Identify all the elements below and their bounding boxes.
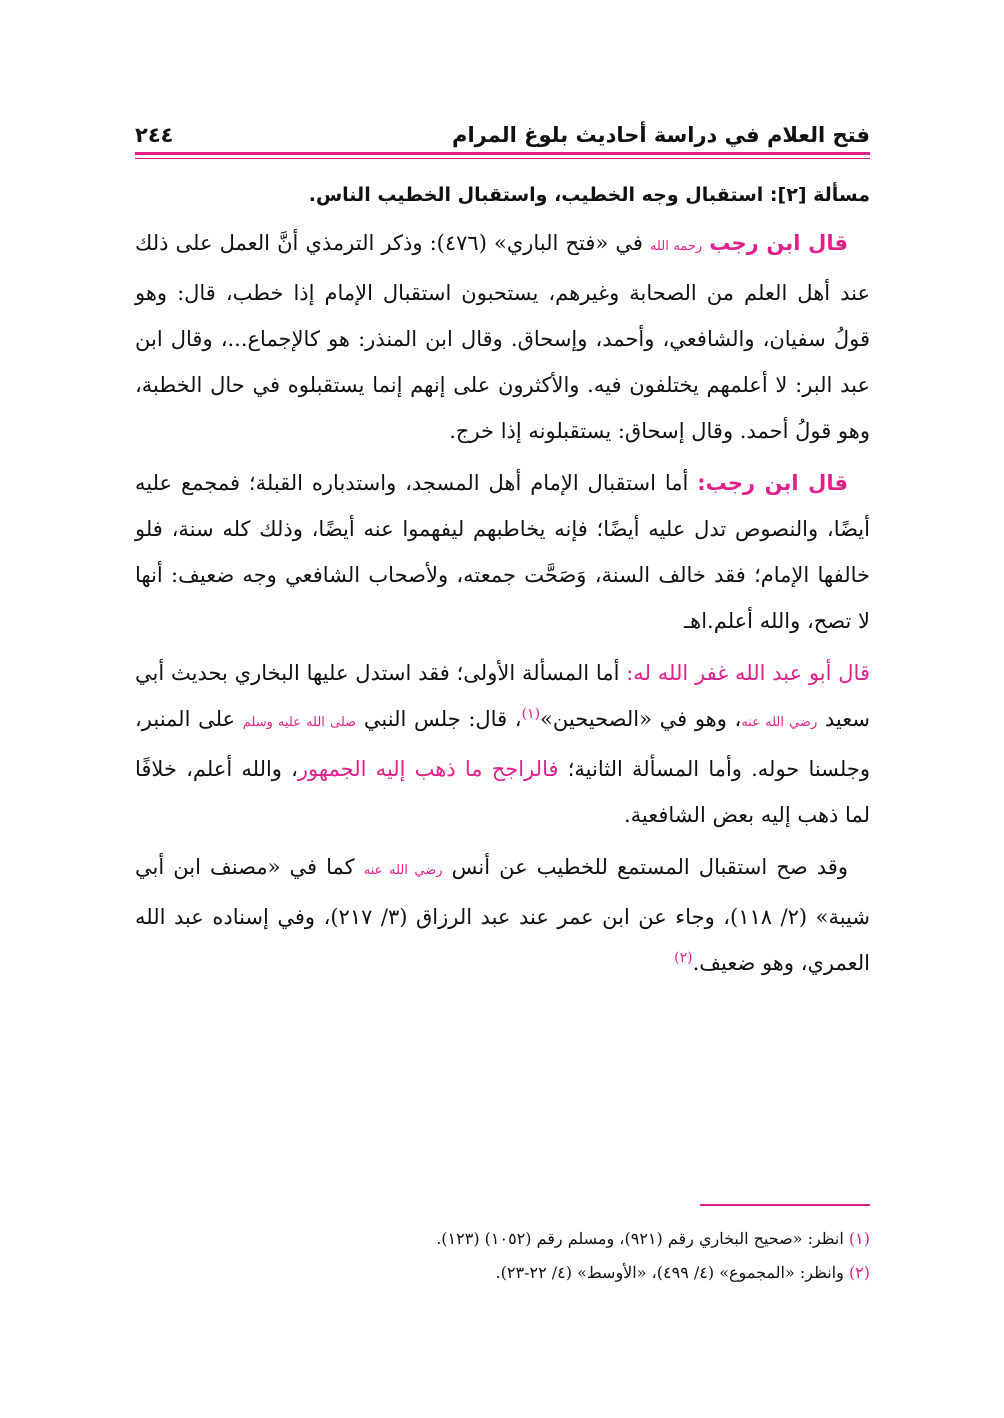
topic-heading [135, 172, 870, 218]
paragraph-text: أما استقبال الإمام أهل المسجد، واستدباره القبلة؛ فمجمع عليه أيضًا، والنصوص تدل عليه أيضًا؛ فإنه يخاطبهم ليفهموا عنه أيضًا، وذلك كله سنة، فلو خالفها الإمام؛ فقد خالف السنة، وَصَحَّت جمعته، ولأصحاب الشافعي وجه ضعيف: أنها لا تصح، والله أعلم.اهـ [135, 471, 870, 633]
speaker-author: قال أبو عبد الله غفر الله له: [626, 661, 870, 685]
paragraph-text: في «فتح الباري» (٤٧٦): وذكر الترمذي أنَّ العمل على ذلك عند أهل العلم من الصحابة وغيرهم، يستحبون استقبال الإمام إذا خطب، قال: وهو قولُ سفيان، والشافعي، وأحمد، وإسحاق. وقال ابن المنذر: هو كالإجماع...، وقال ابن عبد البر: لا أعلمهم يختلفون فيه. والأكثرون على إنهم إنما يستقبلوه في حال الخطبة، وهو قولُ أحمد. وقال إسحاق: يستقبلونه إذا خرج. [135, 231, 870, 443]
footnote-ref-1[interactable]: (١) [521, 706, 541, 722]
paragraph-ibn-rajab-1 [135, 220, 870, 454]
footnote-separator [700, 1204, 870, 1206]
honorific-salla: صلى الله عليه وسلم [242, 715, 357, 730]
footnote-2 [135, 1256, 870, 1290]
speaker-ibn-rajab: قال ابن رجب [709, 231, 848, 255]
book-title: فتح العلام في دراسة أحاديث بلوغ المرام [452, 123, 870, 147]
paragraph-ibn-rajab-2 [135, 460, 870, 644]
paragraph-text-b: كما في «مصنف ابن أبي شيبة» (٢/ ١١٨)، وجاء عن ابن عمر عند عبد الرزاق (٣/ ٢١٧)، وفي إسناده عبد الله العمري، وهو ضعيف. [135, 855, 870, 975]
honorific-radiyallahu: رضي الله عنه [741, 715, 818, 730]
paragraph-text-b: ، وهو في «الصحيحين» [540, 707, 742, 731]
paragraph-text-d: على المنبر، وجلسنا حوله. وأما المسألة الثانية؛ [135, 707, 870, 781]
footnote-text: وانظر: «المجموع» (٤/ ٤٩٩)، «الأوسط» (٤/ ٢٢-٢٣). [495, 1263, 844, 1282]
paragraph-text-c: ، قال: جلس النبي [363, 707, 522, 731]
paragraph-text-a: أما المسألة الأولى؛ فقد استدل عليها البخاري بحديث أبي سعيد [135, 661, 870, 731]
paragraph-anas [135, 844, 870, 986]
honorific-radiyallahu-2: رضي الله عنه [363, 863, 443, 878]
paragraph-text-a: وقد صح استقبال المستمع للخطيب عن أنس [451, 855, 848, 879]
footnote-ref-2[interactable]: (٢) [674, 950, 693, 966]
topic-title: استقبال وجه الخطيب، واستقبال الخطيب الناس. [308, 184, 764, 206]
highlight-jumhur: فالراجح ما ذهب إليه الجمهور [297, 757, 559, 781]
footnote-1 [135, 1222, 870, 1256]
paragraph-text-e: ، والله أعلم، خلافًا لما ذهب إليه بعض الشافعية. [135, 757, 870, 827]
header-rule-thin [135, 158, 870, 159]
footnotes [135, 1222, 870, 1290]
speaker-ibn-rajab-2: قال ابن رجب: [697, 471, 848, 495]
paragraph-author [135, 650, 870, 838]
page-header [135, 118, 870, 152]
body-text [135, 172, 870, 992]
header-rule-thick [135, 152, 870, 155]
topic-label: مسألة [٢]: [769, 184, 870, 206]
footnote-number: (٢) [848, 1263, 870, 1282]
page-number: ٢٤٤ [135, 123, 174, 147]
honorific-rahimahullah: رحمه الله [649, 239, 703, 254]
footnote-text: انظر: «صحيح البخاري رقم (٩٢١)، ومسلم رقم (١٠٥٢) (١٢٣). [436, 1229, 844, 1248]
footnote-number: (١) [848, 1229, 870, 1248]
